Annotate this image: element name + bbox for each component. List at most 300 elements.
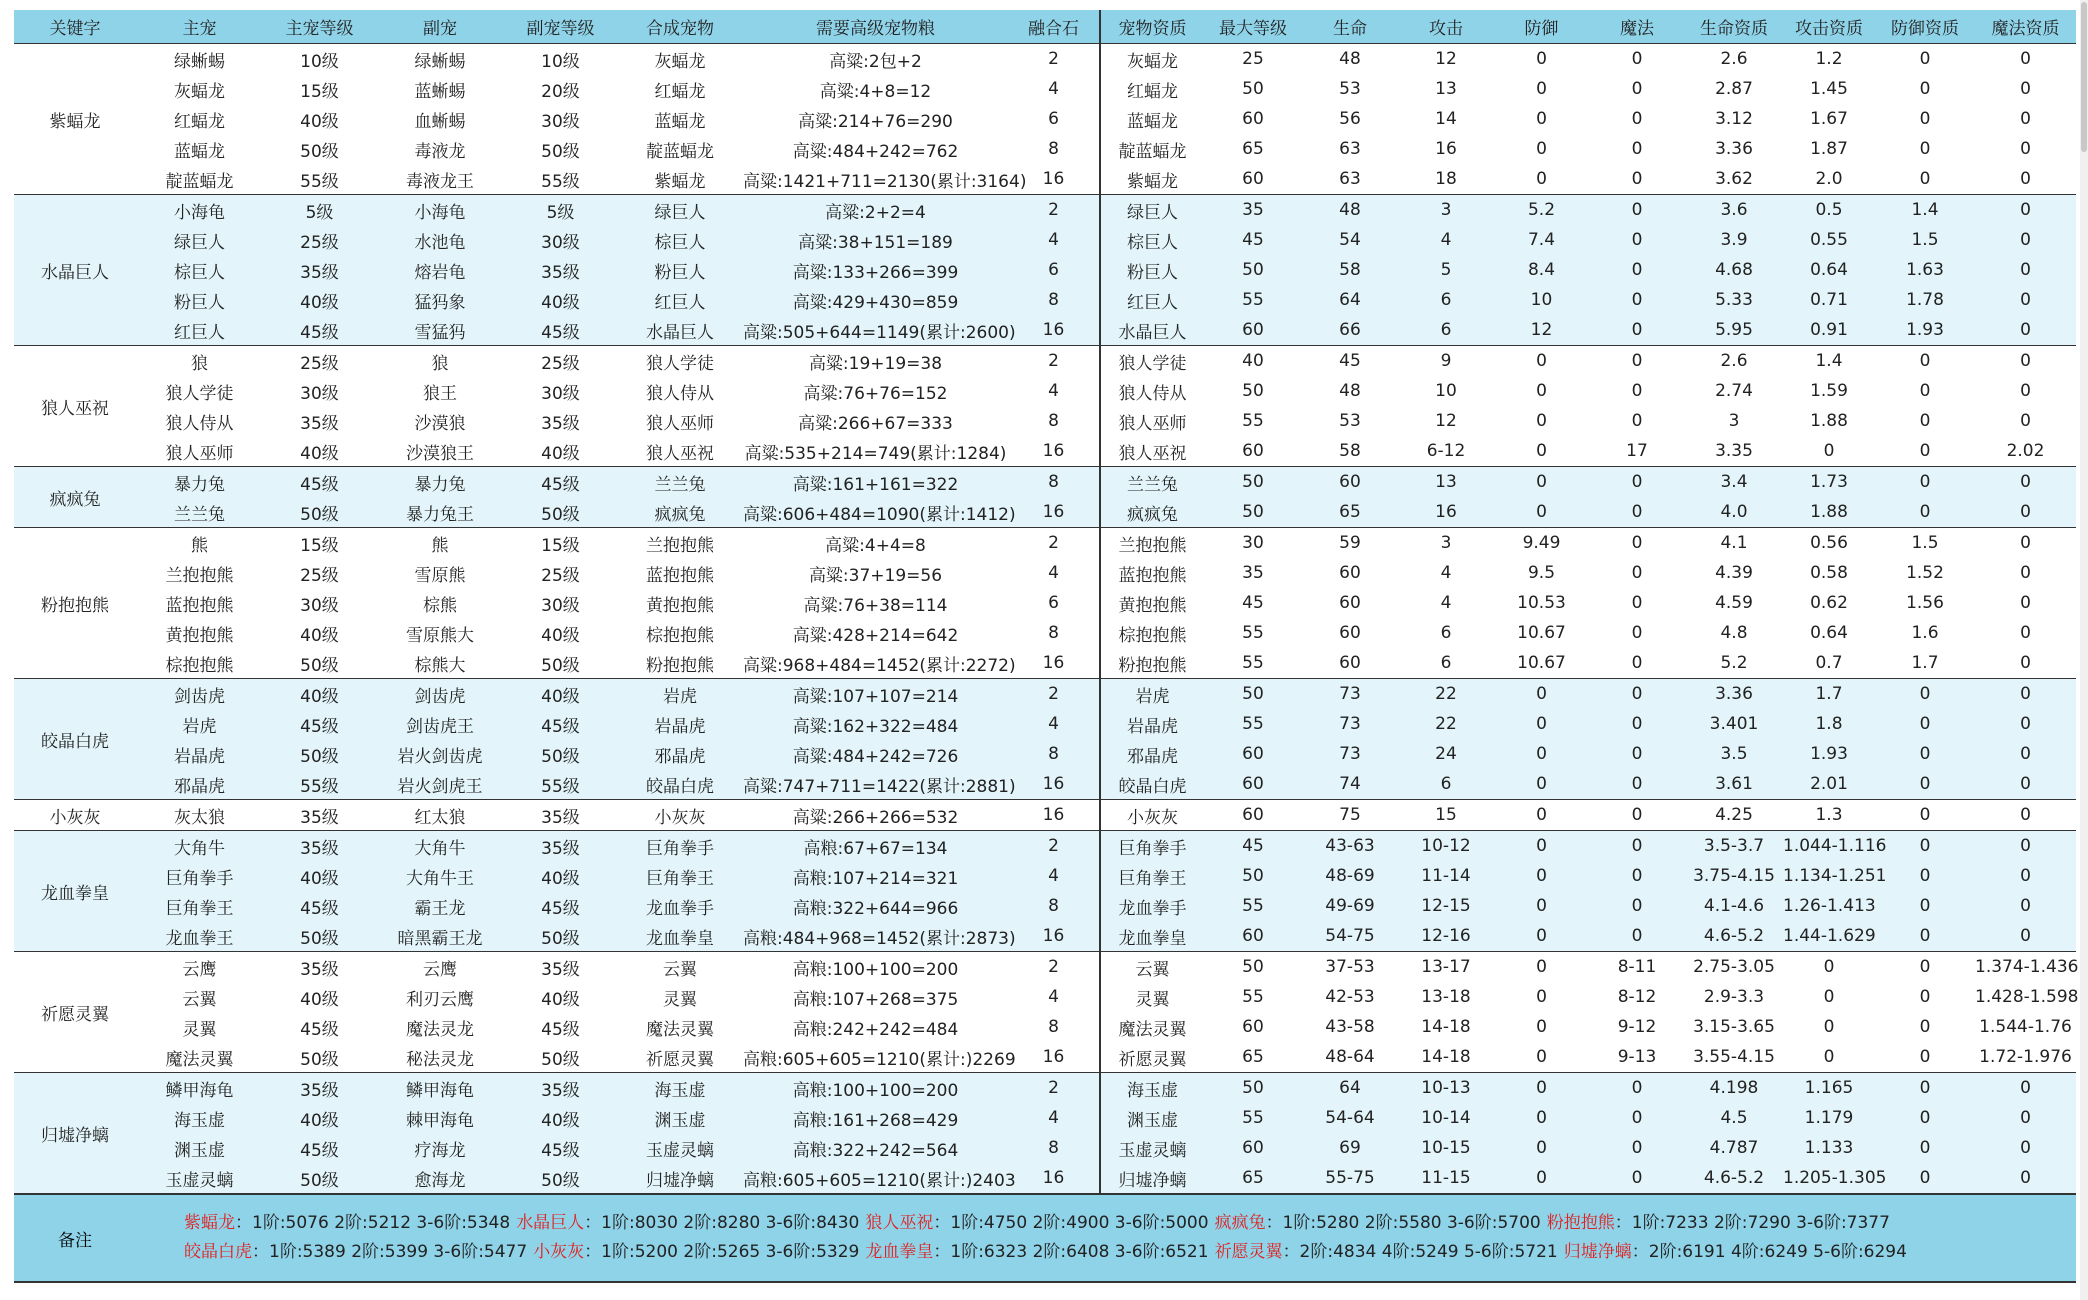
table-cell: 8 [1008,467,1100,498]
table-cell: 0 [2020,230,2031,250]
table-cell: 魔法灵翼 [646,1019,714,1040]
table-cell: 0 [1919,987,1931,1007]
pet-group [14,195,2076,346]
note-pet-values: ：1阶:4750 2阶:4900 3-6阶:5000 [933,1213,1209,1233]
table-cell: 0 [1536,1138,1547,1158]
table-cell: 10 [1530,290,1553,310]
table-cell: 2 [1008,831,1100,862]
table-cell: 10级 [541,51,580,72]
table-cell: 55 [1242,411,1264,431]
table-cell: 15 [1435,805,1457,825]
table-cell: 高粱:37+19=56 [808,565,943,586]
table-cell: 利刃云鹰 [406,989,474,1010]
table-cell: 16 [1008,436,1100,467]
scrollbar-thumb[interactable] [2081,2,2087,152]
table-cell: 0 [2020,260,2031,280]
table-cell: 大角牛 [174,838,225,859]
table-cell: 云翼 [1135,959,1170,980]
table-cell: 25 [1242,49,1264,69]
table-cell: 6 [1440,320,1452,340]
table-cell: 55 [1242,896,1264,916]
table-cell: 1.4 [1815,351,1843,371]
table-cell: 8 [1008,1133,1100,1163]
table-cell: 高粮:100+100=200 [792,1080,959,1101]
table-cell: 0 [1631,926,1643,946]
table-cell: 玉虚灵螭 [1118,1140,1187,1161]
table-cell: 剑齿虎 [414,686,466,707]
table-cell: 50级 [300,746,339,767]
table-cell: 10 [1435,381,1457,401]
table-cell: 4 [1440,563,1452,583]
table-row [14,225,2076,255]
table-row [14,921,2076,952]
table-cell: 0 [1631,744,1643,764]
table-cell: 红太狼 [414,807,466,828]
table-cell: 龙血拳皇 [1118,928,1187,949]
table-cell: 2 [1008,528,1100,559]
table-cell: 50级 [541,655,580,676]
table-cell: 疯疯兔 [1127,504,1178,525]
table-cell: 黄抱抱熊 [646,595,714,616]
table-cell: 狼人侍从 [165,413,234,434]
table-cell: 0 [1919,169,1931,189]
table-cell: 绿蜥蜴 [414,51,466,72]
pet-group [14,1073,2076,1194]
table-cell: 6-12 [1426,441,1466,461]
table-cell: 大角牛 [414,838,466,859]
table-cell: 60 [1242,926,1264,946]
table-cell: 1.78 [1906,290,1944,310]
table-cell: 3 [1440,533,1452,553]
pet-group [14,44,2076,195]
table-cell: 16 [1435,502,1457,522]
table-cell: 1.134-1.251 [1783,866,1887,886]
table-cell: 8-11 [1617,957,1657,977]
table-cell: 0 [1919,896,1931,916]
table-cell: 9-13 [1617,1047,1657,1067]
table-cell: 50级 [300,504,339,525]
table-cell: 5.95 [1715,320,1753,340]
notes-label: 备注 [58,1230,92,1251]
table-cell: 蓝蝠龙 [174,141,225,162]
table-cell: 35级 [541,262,580,283]
column-header: 防御 [1494,10,1589,44]
table-cell: 60 [1339,623,1361,643]
table-cell: 3.61 [1715,774,1753,794]
table-cell: 兰兰兔 [1127,474,1178,495]
table-cell: 4.6-5.2 [1703,926,1765,946]
table-cell: 35级 [300,413,339,434]
table-cell: 4.198 [1709,1078,1759,1098]
table-cell: 40级 [300,111,339,132]
table-cell: 0 [1631,1108,1643,1128]
table-cell: 16 [1008,1163,1100,1193]
table-cell: 1.3 [1815,805,1843,825]
table-cell: 1.63 [1906,260,1944,280]
keyword-cell: 归墟净螭 [41,1125,109,1146]
table-row [14,1042,2076,1073]
table-cell: 43-58 [1325,1017,1375,1037]
table-cell: 1.67 [1810,109,1848,129]
table-cell: 60 [1242,441,1264,461]
table-cell: 65 [1339,502,1361,522]
table-cell: 45级 [300,716,339,737]
table-cell: 疯疯兔 [654,504,706,525]
table-cell: 0 [1919,774,1931,794]
table-cell: 秘法灵龙 [406,1049,474,1070]
column-header: 生命资质 [1685,10,1783,44]
table-cell: 0 [2020,139,2031,159]
table-cell: 4 [1008,558,1100,588]
table-cell: 0 [1919,957,1931,977]
table-cell: 1.544-1.76 [1979,1017,2072,1037]
note-pet-name: 祈愿灵翼 [1214,1242,1283,1262]
table-cell: 0.91 [1810,320,1848,340]
table-cell: 粉抱抱熊 [646,655,714,676]
table-cell: 水晶巨人 [646,322,714,343]
table-cell: 霸王龙 [414,898,466,919]
table-cell: 0 [1823,441,1835,461]
table-cell: 红巨人 [654,292,706,313]
table-cell: 13-17 [1421,957,1471,977]
table-cell: 0 [1631,502,1643,522]
table-cell: 4.787 [1709,1138,1759,1158]
table-cell: 0 [1631,169,1643,189]
table-cell: 雪原熊大 [406,625,474,646]
table-cell: 灵翼 [663,989,697,1010]
table-cell: 2 [1008,44,1100,75]
table-cell: 高粮:605+605=1210(累计:)2269 [743,1049,1016,1070]
table-cell: 6 [1008,255,1100,285]
table-cell: 0 [1631,714,1643,734]
table-cell: 0 [1631,805,1643,825]
header-row [14,10,2076,44]
table-cell: 4 [1440,593,1452,613]
table-cell: 0 [1631,320,1643,340]
table-cell: 灰太狼 [174,807,225,828]
table-cell: 35级 [300,1080,339,1101]
table-cell: 邪晶虎 [654,746,706,767]
table-cell: 0 [2020,1108,2031,1128]
table-row [14,648,2076,679]
table-cell: 祈愿灵翼 [646,1049,714,1070]
table-cell: 4.59 [1715,593,1753,613]
table-cell: 1.7 [1815,684,1843,704]
table-cell: 6 [1440,623,1452,643]
table-cell: 73 [1339,714,1361,734]
table-cell: 10-15 [1421,1138,1471,1158]
table-cell: 66 [1339,320,1361,340]
table-cell: 0.64 [1810,623,1848,643]
table-cell: 35级 [541,807,580,828]
table-cell: 红蝠龙 [174,111,225,132]
table-cell: 45级 [541,474,580,495]
table-cell: 4 [1008,982,1100,1012]
table-cell: 3.12 [1715,109,1753,129]
table-cell: 50 [1242,79,1264,99]
table-cell: 魔法灵翼 [165,1049,234,1070]
table-cell: 10-14 [1421,1108,1471,1128]
note-pet-name: 疯疯兔 [1214,1213,1266,1233]
table-cell: 1.133 [1804,1138,1854,1158]
table-cell: 3.401 [1709,714,1759,734]
table-cell: 皎晶白虎 [646,776,714,797]
table-cell: 高粮:67+67=134 [803,838,948,859]
table-cell: 60 [1339,472,1361,492]
table-row [14,497,2076,528]
table-cell: 50 [1242,502,1264,522]
table-cell: 16 [1008,648,1100,679]
table-cell: 2 [1008,1073,1100,1104]
keyword-cell: 狼人巫祝 [41,398,109,419]
table-cell: 棕巨人 [1127,232,1178,253]
table-cell: 35级 [541,838,580,859]
table-cell: 69 [1339,1138,1361,1158]
table-cell: 0 [1919,79,1931,99]
table-cell: 高粱:266+67=333 [798,413,953,434]
table-cell: 50 [1242,866,1264,886]
table-cell: 0 [1919,684,1931,704]
table-cell: 0 [2020,79,2031,99]
table-cell: 1.72-1.976 [1979,1047,2072,1067]
table-cell: 48-69 [1325,866,1375,886]
table-cell: 53 [1339,411,1361,431]
table-cell: 12-16 [1421,926,1471,946]
pet-group [14,346,2076,467]
table-cell: 兰抱抱熊 [646,535,714,556]
table-cell: 25级 [300,565,339,586]
table-cell: 0 [1631,653,1643,673]
table-cell: 60 [1339,593,1361,613]
table-row [14,104,2076,134]
table-cell: 0 [1631,351,1643,371]
table-cell: 0 [1919,411,1931,431]
table-cell: 55 [1242,653,1264,673]
table-cell: 巨角拳手 [646,838,714,859]
table-cell: 高粱:505+644=1149(累计:2600) [743,322,1016,343]
table-row [14,618,2076,648]
table-cell: 小灰灰 [1127,807,1178,828]
table-cell: 10-13 [1421,1078,1471,1098]
table-cell: 0 [1631,49,1643,69]
table-cell: 0 [1919,49,1931,69]
table-row [14,436,2076,467]
table-cell: 0 [1919,139,1931,159]
table-row [14,74,2076,104]
table-cell: 0 [1631,381,1643,401]
table-cell: 暴力兔王 [406,504,474,525]
table-cell: 0 [2020,351,2031,371]
table-cell: 岩晶虎 [654,716,706,737]
table-cell: 蓝蝠龙 [1127,111,1178,132]
table-cell: 0 [2020,411,2031,431]
table-cell: 小海龟 [414,202,466,223]
table-cell: 0 [1919,714,1931,734]
table-cell: 35级 [300,807,339,828]
table-cell: 祈愿灵翼 [1118,1049,1187,1070]
table-cell: 0 [2020,866,2031,886]
table-cell: 0 [1823,987,1835,1007]
column-header: 魔法 [1589,10,1685,44]
table-cell: 狼人巫祝 [1118,443,1187,464]
table-cell: 玉虚灵螭 [646,1140,714,1161]
table-row [14,1103,2076,1133]
table-header [14,10,2076,44]
table-cell: 1.88 [1810,411,1848,431]
table-cell: 1.4 [1911,200,1939,220]
table-cell: 0 [2020,320,2031,340]
table-cell: 64 [1339,290,1361,310]
table-cell: 邪晶虎 [1127,746,1178,767]
table-cell: 50级 [300,655,339,676]
table-cell: 狼王 [423,383,457,404]
table-cell: 11-15 [1421,1168,1471,1188]
table-cell: 45级 [541,1019,580,1040]
table-cell: 海玉虚 [1127,1080,1178,1101]
table-cell: 2 [1008,195,1100,226]
table-cell: 8 [1008,891,1100,921]
table-cell: 粉抱抱熊 [1118,655,1187,676]
table-cell: 雪原熊 [414,565,466,586]
table-cell: 4 [1008,709,1100,739]
column-header: 主宠等级 [263,10,376,44]
table-cell: 0 [1536,1168,1547,1188]
table-cell: 0 [2020,502,2031,522]
table-cell: 0 [1536,896,1547,916]
table-cell: 5级 [546,202,575,223]
table-cell: 1.93 [1810,744,1848,764]
table-cell: 25级 [541,565,580,586]
table-cell: 5.2 [1720,653,1748,673]
table-cell: 2.74 [1715,381,1753,401]
table-cell: 高粮:322+644=966 [792,898,959,919]
table-cell: 6 [1440,290,1452,310]
column-header: 需要高级宠物粮 [743,10,1008,44]
table-cell: 6 [1008,104,1100,134]
table-cell: 兰兰兔 [654,474,706,495]
table-cell: 1.52 [1906,563,1944,583]
table-cell: 35级 [541,959,580,980]
table-cell: 高粱:4+4=8 [825,535,926,556]
table-cell: 3.6 [1720,200,1748,220]
table-cell: 40级 [541,292,580,313]
table-cell: 狼人巫师 [165,443,234,464]
table-cell: 13 [1435,79,1457,99]
table-cell: 20级 [541,81,580,102]
table-cell: 0 [1536,714,1547,734]
table-cell: 5级 [305,202,334,223]
pet-group [14,528,2076,679]
table-cell: 棕抱抱熊 [165,655,234,676]
table-cell: 45 [1242,836,1264,856]
table-cell: 小海龟 [174,202,225,223]
table-cell: 55 [1242,290,1264,310]
pet-group [14,800,2076,831]
table-cell: 高粱:747+711=1422(累计:2881) [743,776,1016,797]
table-cell: 0 [1631,139,1643,159]
table-cell: 1.179 [1804,1108,1854,1128]
table-cell: 熊 [431,535,449,556]
keyword-cell: 小灰灰 [49,807,101,828]
table-cell: 蓝抱抱熊 [646,565,714,586]
table-cell: 兰抱抱熊 [165,565,234,586]
table-row [14,376,2076,406]
table-cell: 暴力兔 [414,474,466,495]
table-cell: 0 [1631,533,1643,553]
column-header: 副宠 [376,10,504,44]
table-cell: 0 [1919,1078,1931,1098]
table-cell: 沙漠狼王 [406,443,474,464]
table-cell: 60 [1242,109,1264,129]
table-cell: 55 [1242,1108,1264,1128]
table-cell: 高粮:484+968=1452(累计:2873) [743,928,1016,949]
table-cell: 0 [1919,805,1931,825]
table-cell: 0.5 [1815,200,1843,220]
table-cell: 10.53 [1517,593,1566,613]
table-cell: 云鹰 [423,959,457,980]
table-cell: 棘甲海龟 [406,1110,474,1131]
table-cell: 高粱:133+266=399 [792,262,959,283]
table-row [14,679,2076,710]
table-cell: 0.71 [1810,290,1848,310]
table-cell: 0 [2020,653,2031,673]
table-cell: 0 [1536,411,1547,431]
table-cell: 1.5 [1911,533,1939,553]
table-cell: 58 [1339,260,1361,280]
table-cell: 0 [1919,1108,1931,1128]
table-cell: 11-14 [1421,866,1471,886]
table-cell: 0 [1631,230,1643,250]
table-cell: 靛蓝蝠龙 [646,141,714,162]
table-cell: 高粱:428+214=642 [792,625,959,646]
table-cell: 棕熊大 [414,655,466,676]
table-cell: 50 [1242,381,1264,401]
table-cell: 0 [1536,472,1547,492]
table-row [14,952,2076,983]
table-cell: 渊玉虚 [174,1140,225,1161]
table-row [14,739,2076,769]
table-cell: 60 [1242,774,1264,794]
table-cell: 狼人学徒 [165,383,234,404]
table-cell: 4.1 [1720,533,1748,553]
table-cell: 0 [1536,502,1547,522]
vertical-scrollbar[interactable] [2080,0,2088,1300]
keyword-cell: 疯疯兔 [49,489,101,510]
table-cell: 9.5 [1527,563,1556,583]
table-cell: 狼人巫师 [646,413,714,434]
pet-group [14,467,2076,528]
table-cell: 55级 [541,776,580,797]
note-pet-values: ：1阶:5200 2阶:5265 3-6阶:5329 [584,1242,860,1262]
table-cell: 4 [1008,376,1100,406]
table-row [14,558,2076,588]
note-pet-values: ：1阶:5280 2阶:5580 3-6阶:5700 [1265,1213,1541,1233]
table-row [14,285,2076,315]
table-cell: 棕巨人 [174,262,225,283]
table-cell: 0 [2020,169,2031,189]
table-cell: 0 [1919,866,1931,886]
table-cell: 粉巨人 [174,292,225,313]
table-cell: 10-12 [1421,836,1471,856]
note-pet-values: ：2阶:6191 4阶:6249 5-6阶:6294 [1631,1242,1907,1262]
table-cell: 3.4 [1720,472,1748,492]
table-cell: 0 [2020,1168,2031,1188]
table-cell: 高粱:4+8=12 [819,81,932,102]
table-cell: 64 [1339,1078,1361,1098]
table-cell: 0 [1631,1078,1643,1098]
table-cell: 0 [1631,774,1643,794]
table-cell: 剑齿虎 [174,686,225,707]
